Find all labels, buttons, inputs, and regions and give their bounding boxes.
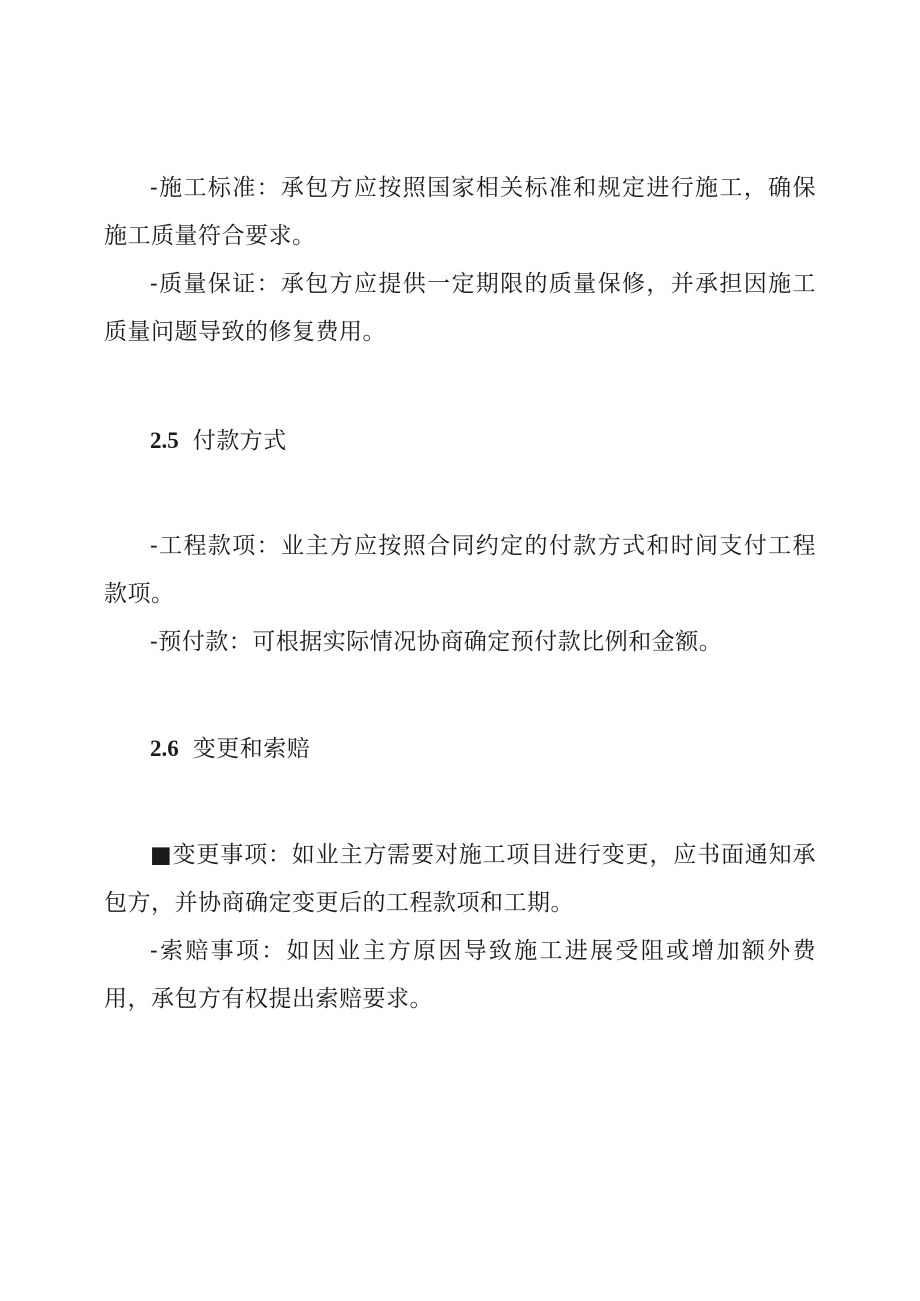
section-number: 2.6	[150, 736, 179, 761]
section-title: 付款方式	[192, 428, 287, 454]
paragraph-construction-standard: -施工标准：承包方应按照国家相关标准和规定进行施工，确保施工质量符合要求。	[104, 175, 816, 249]
paragraph-quality-guarantee: -质量保证：承包方应提供一定期限的质量保修，并承担因施工质量问题导致的修复费用。	[104, 271, 816, 345]
section-heading-2-6	[150, 734, 310, 764]
paragraph-change-items: ■变更事项：如业主方需要对施工项目进行变更，应书面通知承包方，并协商确定变更后的工程款项和工期。	[104, 842, 816, 916]
paragraph-advance-payment: -预付款：可根据实际情况协商确定预付款比例和金额。	[150, 629, 723, 655]
section-heading-2-5	[150, 426, 287, 456]
paragraph-claim-items: -索赔事项：如因业主方原因导致施工进展受阻或增加额外费用，承包方有权提出索赔要求。	[104, 938, 816, 1012]
section-number: 2.5	[150, 428, 179, 453]
paragraph-project-payment: -工程款项：业主方应按照合同约定的付款方式和时间支付工程款项。	[104, 533, 816, 607]
section-title: 变更和索赔	[192, 736, 311, 762]
